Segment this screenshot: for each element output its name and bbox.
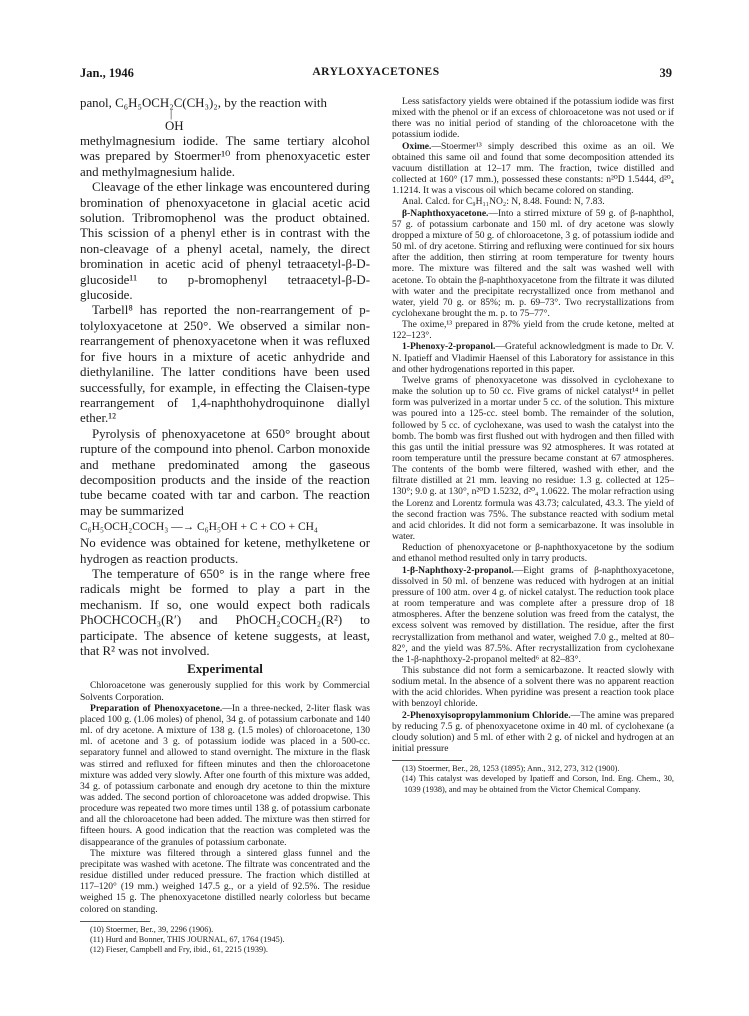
formula-oh: OH [165,119,184,133]
paragraph-formula-line: panol, C₆H₅OCH₂C(CH₃)₂, by the reaction with [80,96,327,110]
paragraph-naphthoxyacetone [392,208,674,320]
run-in-body: —Into a stirred mixture of 59 g. of β-naphthol, 57 g. of potassium carbonate and 150 ml. of dry acetone was slowly dropped a mixture of 50 g. of chloroacetone, 3 g. of potassium iodide and 50 ml. of dry acetone. Stirring and refluxing were continued for six hours after the addition, then stirring at room temperature for twenty hours more. The mixture was filtered and the salt was washed well with acetone. To obtain the β-naphthoxyacetone from the filtrate it was diluted with water and the precipitate recrystallized once from methanol and water, yield 70 g. or 85%; m. p. 69–73°. Two recrystallizations from cyclohexane brought the m. p. to 75–77°. [392,207,674,319]
footnote-rule [80,921,150,922]
header-title: ARYLOXYACETONES [312,66,440,78]
run-in-body: —In a three-necked, 2-liter flask was placed 100 g. (1.06 moles) of phenol, 34 g. of potassium carbonate and 140 ml. of dry acetone. A mixture of 138 g. (1.5 moles) of chloroacetone, 130 ml. of acetone and 3 g. of potassium iodide was placed in a 500-cc. separatory funnel and allowed to stand overnight. The mixture in the flask was stirred and refluxed for fifteen minutes and then the chloroacetone mixture was added very slowly. After one fourth of this mixture was added, 34 g. of potassium carbonate and enough dry acetone to thin the mixture was added. The second portion of chloroacetone was added dropwise. This procedure was repeated two more times until 138 g. of potassium carbonate and all the chloroacetone had been added. The mixture was then stirred for fifteen hours. A good indication that the reaction was completed was the disappearance of the granules of potassium carbonate. [80,702,370,848]
paragraph-no-ketene: No evidence was obtained for ketene, methylketene or hydrogen as reaction products. [80,536,370,566]
paragraph-tarbell: Tarbell⁸ has reported the non-rearrangement of p-tolyloxyacetone at 250°. We observed a similar non-rearrangement of phenoxyacetone when it was refluxed for five hours in a mixture of acetic anhydride and diethylaniline. The latter conditions have been used successfully, for example, in effecting the Claisen-type rearrangement of 1,4-naphthohydroquinone diallyl ether.¹² [80,303,370,426]
run-in-head: 1-Phenoxy-2-propanol. [402,341,496,353]
paragraph-oxime [392,141,674,197]
paragraph-yields: Less satisfactory yields were obtained if the potassium iodide was first mixed with the phenol or if an excess of chloroacetone was not used or if there was no initial period of standing of the chloroacetone with the potassium iodide. [392,96,674,141]
paragraph-pyrolysis: Pyrolysis of phenoxyacetone at 650° brought about rupture of the compound into phenol. Carbon monoxide and methane predominated among the gaseous decomposition products and the inside of the reaction tube became coated with tar and carbon. The reaction may be summarized [80,426,370,518]
paragraph-semicarbazone: This substance did not form a semicarbazone. It reacted slowly with sodium metal. In the absence of a solvent there was no apparent reaction with the acid chlorides. When pyridine was present a reaction took place with benzoyl chloride. [392,664,674,710]
run-in-head: β-Naphthoxyacetone. [402,207,489,219]
formula-bond: | [170,108,173,120]
footnote-11: (11) Hurd and Bonner, THIS JOURNAL, 67, 1764 (1945). [90,934,285,944]
page-number: 39 [659,66,672,80]
paragraph-analysis: Anal. Calcd. for C₉H₁₁NO₂: N, 8.48. Found: N, 7.83. [402,196,605,208]
running-header [80,66,672,84]
footnote-10: (10) Stoermer, Ber., 39, 2296 (1906). [90,924,214,934]
section-title: Experimental [187,661,263,677]
footnote-rule [392,760,462,761]
paragraph-reduction: Reduction of phenoxyacetone or β-naphthoxyacetone by the sodium and ethanol method resulted only in tarry products. [392,542,674,565]
right-column [392,96,674,795]
paragraph-filtration: The mixture was filtered through a sintered glass funnel and the precipitate was washed with acetone. The filtrate was concentrated and the residue distilled under reduced pressure. The fraction which distilled at 117–120° (19 mm.) weighed 147.5 g., or a yield of 92.5%. The residue weighed 15 g. The phenoxyacetone distilled nearly colorless but became colored on standing. [80,847,370,915]
run-in-head: Preparation of Phenoxyacetone. [90,702,223,714]
paragraph-preparation [80,703,370,848]
paragraph-oxime-naphthoxy: The oxime,¹³ prepared in 87% yield from the crude ketone, melted at 122–123°. [392,319,674,342]
run-in-head: 1-β-Naphthoxy-2-propanol. [402,564,514,576]
reaction-equation: C₆H₅OCH₂COCH₃ —→ C₆H₅OH + C + CO + CH₄ [80,521,318,534]
run-in-body: —Stoermer¹³ simply described this oxime as an oil. We obtained this same oil and found that some decomposition attended its vacuum distillation at 12–17 mm. The fraction, twice distilled and collected at 160° (17 mm.), possessed these constants: n²⁰D 1.5444, d²⁰₄ 1.1214. It was a viscous oil which became colored on standing. [392,140,674,197]
left-column [80,96,370,955]
paragraph-naphthoxy-propanol [392,565,674,665]
paragraph-hydrogenation: Twelve grams of phenoxyacetone was dissolved in cyclohexane to make the solution up to 50 cc. Five grams of nickel catalyst¹⁴ in pellet form was pulverized in a mortar under 5 cc. of the solution. This mixture was poured into a 125-cc. steel bomb. The remainder of the solution, followed by 5 cc. of cyclohexane, was used to wash the catalyst into the bomb. The bomb was first flushed out with hydrogen and then filled with this gas until the initial pressure was 92 atmospheres. It was rotated at room temperature until the pressure became constant at 67 atmospheres. The contents of the bomb were filtered, washed with ether, and the filtrate distilled at 21 mm. leaving no residue: 1.3 g. collected at 125–130°; 9.0 g. at 130°, n²⁰D 1.5232, d²⁰₄ 1.0622. The molar refraction using the Lorenz and Lorentz formula was 43.73; calculated, 43.3. The yield of the second fraction was 75%. The substance reacted with sodium metal and acid chlorides. It did not form a semicarbazone. It was insoluble in water. [392,374,674,543]
paragraph-ammonium-chloride [392,710,674,755]
footnote-12: (12) Fieser, Campbell and Fry, ibid., 61, 2215 (1939). [90,945,268,955]
footnote-14: (14) This catalyst was developed by Ipatieff and Corson, Ind. Eng. Chem., 30, 1039 (1938), and may be obtained from the Victor Chemical Company. [402,774,674,794]
run-in-head: 2-Phenoxyisopropylammonium Chloride. [402,709,571,721]
paragraph-cleavage: Cleavage of the ether linkage was encountered during bromination of phenoxyacetone in glacial acetic acid solution. Tribromophenol was the product obtained. This scission of a phenyl ether is in contrast with the non-cleavage of a phenyl acetal, namely, the direct bromination in acetic acid of phenyl tetraacetyl-β-D-glucoside¹¹ to p-bromophenyl tetraacetyl-β-D-glucoside. [80,180,370,303]
paragraph-phenoxy-propanol [392,341,674,374]
footnote-13: (13) Stoermer, Ber., 28, 1253 (1895); Ann., 312, 273, 312 (1900). [402,764,620,774]
run-in-body: —The amine was prepared by reducing 7.5 g. of phenoxyacetone oxime in 40 ml. of cyclohexane (a cloudy solution) and 5 ml. of ether with 2 g. of nickel and hydrogen at an initial pressure [392,709,674,755]
run-in-body: —Grateful acknowledgment is made to Dr. V. N. Ipatieff and Vladimir Haensel of this Laboratory for assistance in this and other hydrogenations reported in this paper. [392,341,674,375]
run-in-head: Oxime. [402,140,432,152]
paragraph-tertiary-alcohol: methylmagnesium iodide. The same tertiary alcohol was prepared by Stoermer¹⁰ from phenoxyacetic ester and methylmagnesium halide. [80,134,370,179]
run-in-body: —Eight grams of β-naphthoxyacetone, dissolved in 50 ml. of benzene was reduced with hydrogen at an initial pressure of 100 atm. over 4 g. of nickel catalyst. The reduction took place at room temperature and was complete after a pressure drop of 18 atmospheres. After the benzene solution was freed from the catalyst, the excess solvent was removed by distillation. The residue, after the first recrystallization from methanol and water, weighed 7.0 g., melted at 80–82°, and the yield was 87.5%. After recrystallization from cyclohexane the 1-β-naphthoxy-2-propanol melted⁶ at 82–83°. [392,564,674,665]
paragraph-free-radicals: The temperature of 650° is in the range where free radicals might be formed to play a part in the mechanism. If so, one would expect both radicals PhOCHCOCH₃(R′) and PhOCH₂COCH₂(R²) to participate. The absence of ketene suggests, at least, that R² was not involved. [80,566,370,658]
paragraph-chloroacetone-source: Chloroacetone was generously supplied for this work by Commercial Solvents Corporation. [80,680,370,703]
header-date: Jan., 1946 [80,66,134,80]
